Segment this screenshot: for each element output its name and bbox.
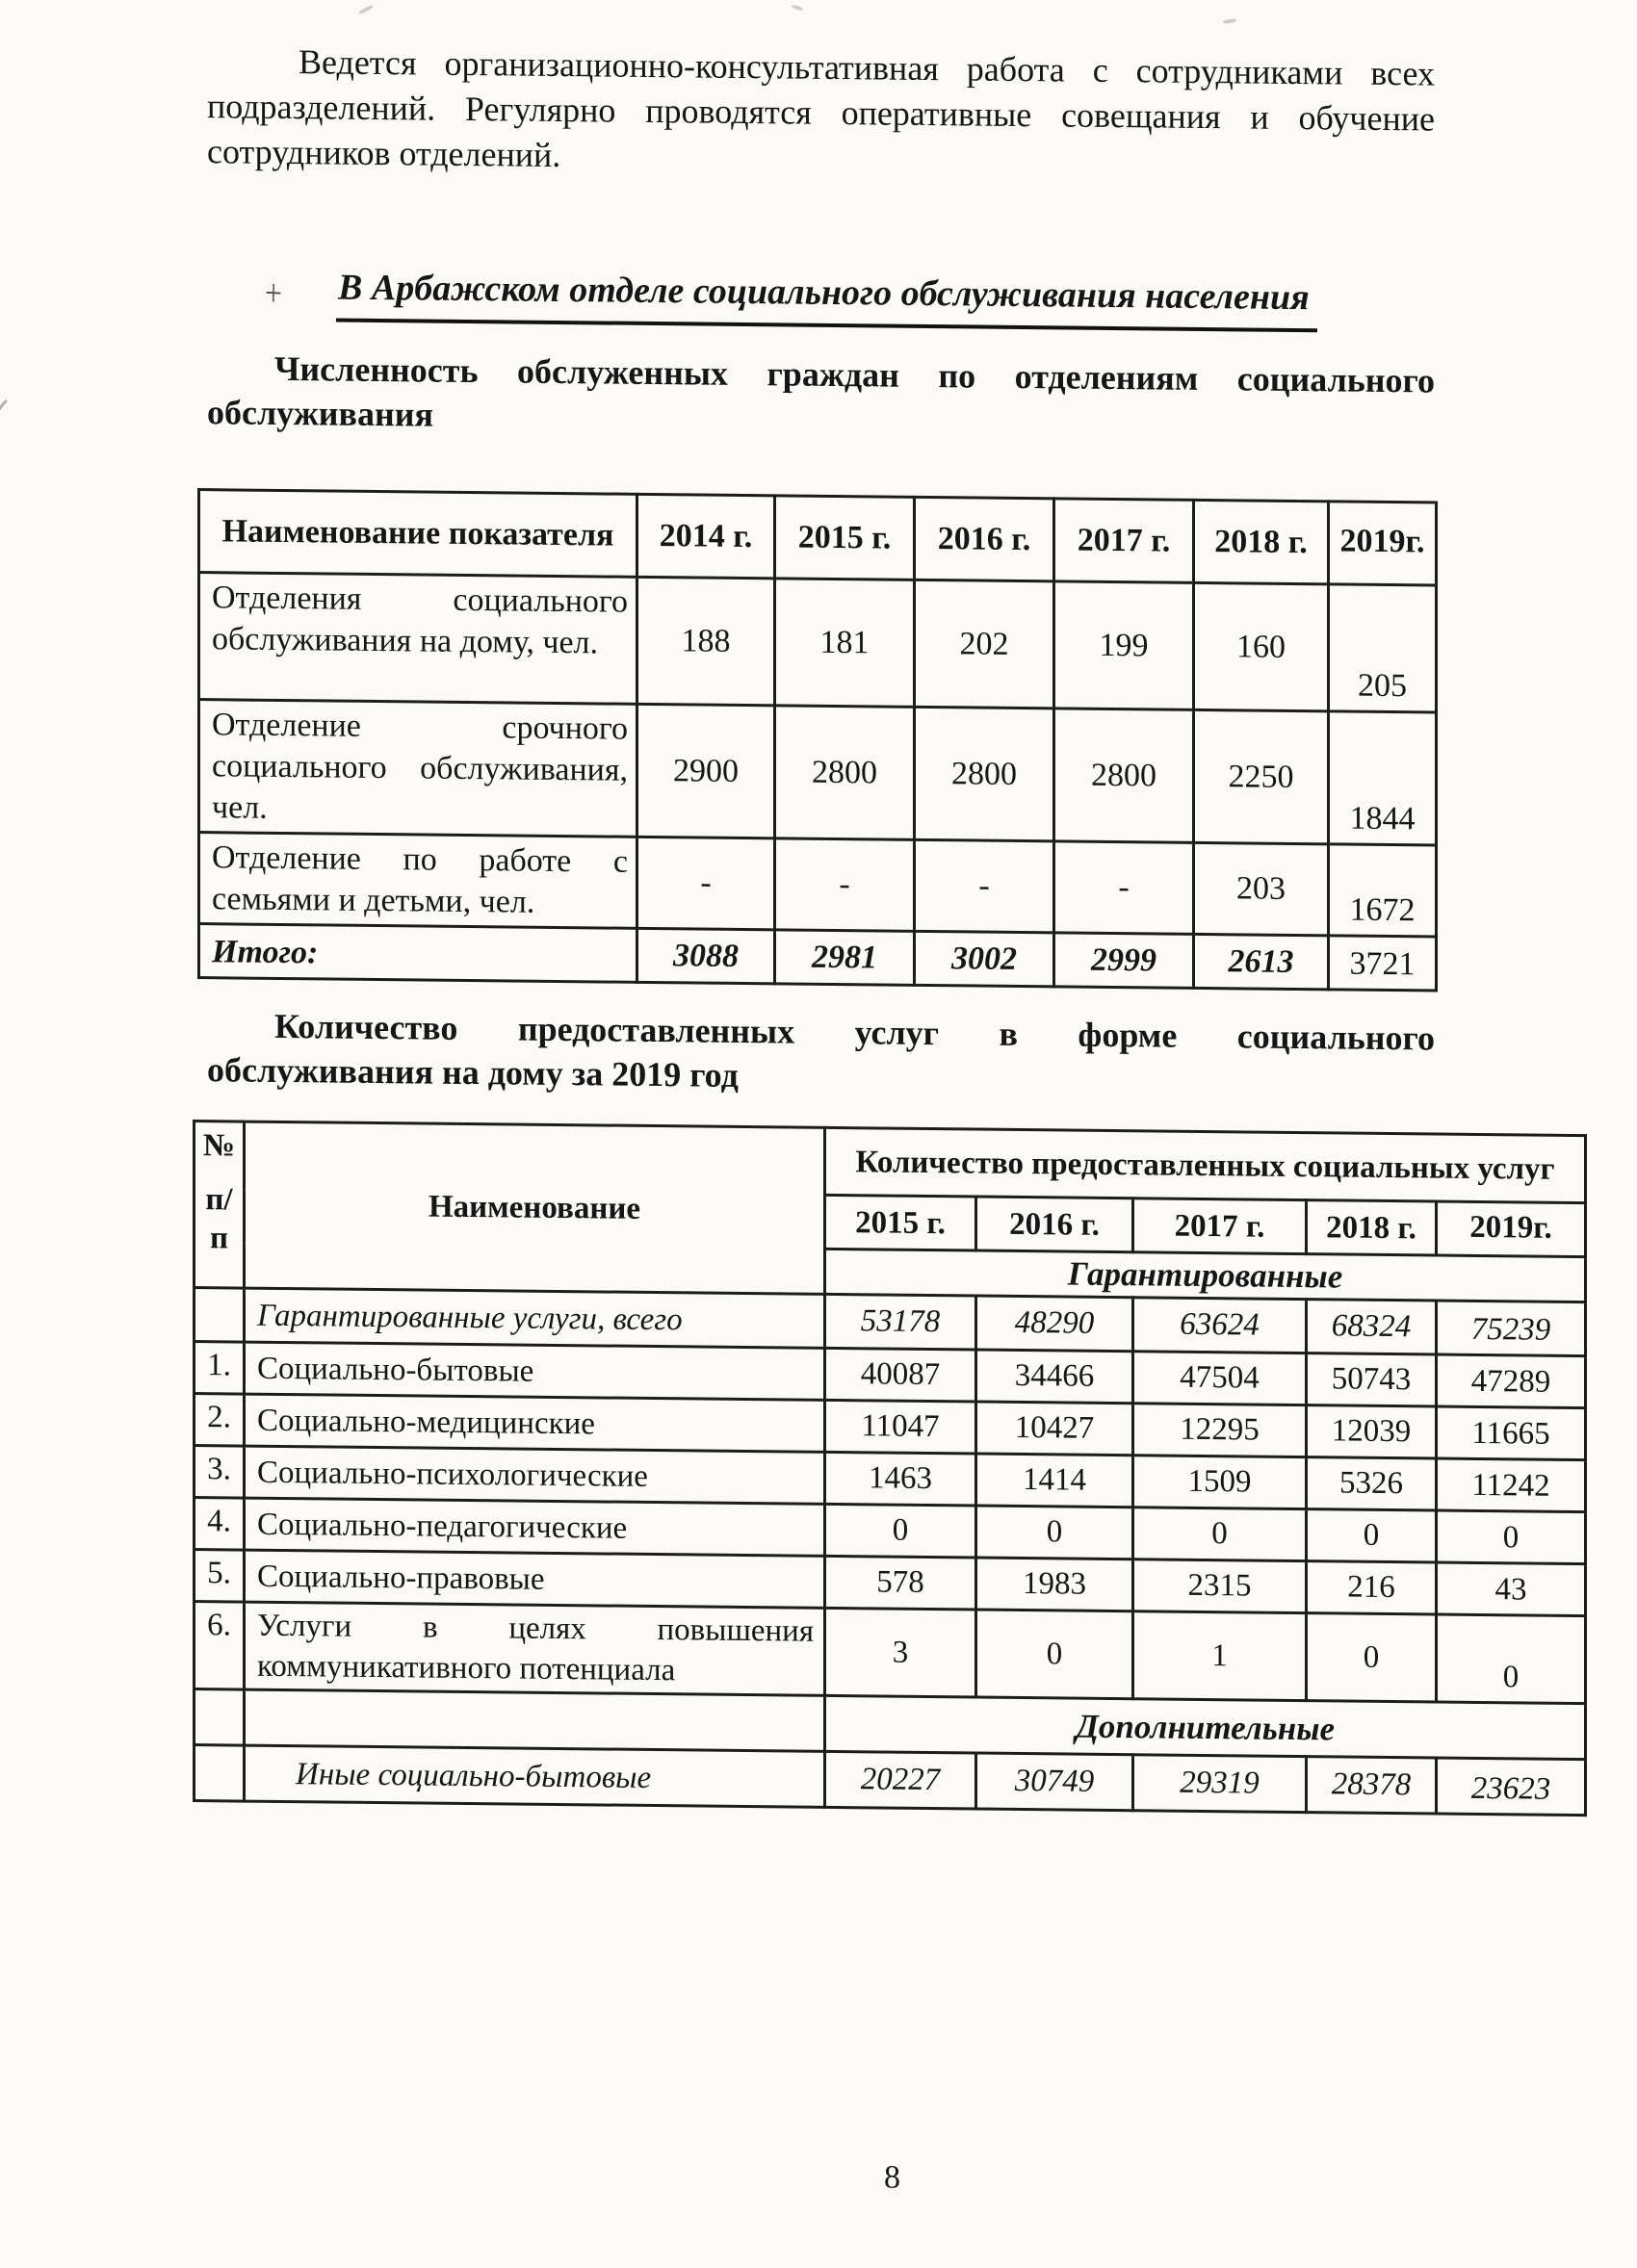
row-number (195, 1288, 245, 1343)
table2-title-line: Количество предоставленных услуг в форме социального (274, 1006, 1435, 1058)
cell-value: 2250 (1194, 709, 1329, 843)
cell-value: 3 (825, 1608, 976, 1697)
scan-mark-icon: + (264, 270, 283, 315)
row-number: 6. (195, 1602, 245, 1690)
cell-value: 0 (1437, 1614, 1586, 1704)
table-row (195, 1602, 1586, 1704)
intro-line: Ведется организационно-консультативная работа с сотрудниками всех (299, 42, 1435, 93)
cell-value: 75239 (1437, 1301, 1586, 1356)
table-row (199, 573, 1437, 712)
row-label: Иные социально-бытовые (245, 1745, 825, 1807)
cell-value: 40087 (825, 1348, 976, 1402)
table1-title (207, 346, 1435, 447)
cell-value: 1463 (825, 1452, 976, 1506)
cell-value: 181 (775, 579, 915, 708)
column-header: 2019г. (1329, 502, 1437, 585)
cell-value: 2900 (637, 704, 775, 838)
cell-value: 188 (637, 577, 775, 705)
cell-value: 34466 (976, 1350, 1133, 1404)
row-label: Отделение срочного социального обслуживания, чел. (199, 700, 637, 838)
section-heading-row (207, 265, 1637, 336)
cell-value: 29319 (1133, 1755, 1307, 1813)
cell-value: 1983 (976, 1558, 1133, 1611)
cell-value: 199 (1054, 581, 1194, 710)
cell-value: 0 (1437, 1510, 1586, 1564)
cell-value: 205 (1329, 584, 1437, 712)
clients-by-department-table (197, 488, 1438, 992)
row-label: Социально-психологические (245, 1446, 825, 1504)
cell-value: 0 (825, 1504, 976, 1558)
year-header: 2016 г. (976, 1197, 1133, 1252)
cell-value: 2315 (1133, 1559, 1307, 1613)
group-column-header: Количество предоставленных социальных услуг (825, 1127, 1586, 1202)
cell-value: 48290 (976, 1296, 1133, 1352)
table1-title-line: обслуживания (207, 393, 433, 434)
table-header-row (199, 490, 1437, 585)
row-number: 2. (195, 1394, 245, 1447)
row-label: Гарантированные услуги, всего (245, 1288, 825, 1348)
cell-value: 2800 (915, 707, 1054, 841)
table1-title-line: Численность обслуженных граждан по отделениям социального (274, 348, 1435, 400)
page-number: 8 (884, 2159, 900, 2196)
row-label: Социально-медицинские (245, 1394, 825, 1452)
cell-value: 11242 (1437, 1458, 1586, 1512)
intro-line: сотрудников отделений. (207, 132, 561, 175)
cell-value: 0 (976, 1506, 1133, 1559)
row-label: Итого: (199, 924, 637, 983)
row-label: Отделение по работе с семьями и детьми, чел. (199, 833, 637, 929)
column-header: 2015 г. (775, 496, 915, 580)
column-header: 2017 г. (1054, 499, 1194, 583)
cell-value: - (775, 838, 915, 932)
cell-value: 11665 (1437, 1406, 1586, 1460)
number-column-header (195, 1121, 245, 1289)
cell-value: 1414 (976, 1454, 1133, 1508)
cell-value: 28378 (1307, 1757, 1437, 1814)
cell-value: 2800 (775, 706, 915, 840)
cell-value: 3721 (1329, 936, 1437, 991)
name-column-header: Наименование (245, 1121, 825, 1294)
cell-value: 216 (1307, 1561, 1437, 1614)
cell-value: 47504 (1133, 1352, 1307, 1405)
cell-value: 12039 (1307, 1405, 1437, 1458)
cell-value: 2800 (1054, 709, 1194, 843)
row-number: 4. (195, 1498, 245, 1551)
cell-value: 50743 (1307, 1353, 1437, 1406)
cell-value: 2999 (1054, 933, 1194, 989)
column-header: 2018 г. (1194, 500, 1329, 583)
table2-title-line: обслуживания на дому за 2019 год (207, 1050, 739, 1095)
cell-value: 0 (1133, 1508, 1307, 1561)
year-header: 2017 г. (1133, 1198, 1307, 1254)
cell-value: 30749 (976, 1753, 1133, 1811)
services-count-table (193, 1120, 1587, 1817)
cell-value: 160 (1194, 582, 1329, 710)
table-header-row (195, 1121, 1586, 1203)
row-number: 1. (195, 1342, 245, 1395)
section-heading: В Арбажском отделе социального обслуживания населения (336, 267, 1317, 333)
row-label: Отделения социального обслуживания на дому, чел. (199, 573, 637, 705)
section-label: Дополнительные (825, 1695, 1586, 1759)
column-header: Наименование показателя (199, 490, 637, 578)
row-number (195, 1689, 245, 1746)
table-row (199, 833, 1437, 937)
cell-value: 1844 (1329, 711, 1437, 845)
cell-value: 578 (825, 1556, 976, 1610)
table-row (199, 700, 1437, 845)
cell-value: 2981 (775, 930, 915, 986)
row-number (195, 1745, 245, 1802)
column-header: 2016 г. (915, 497, 1054, 581)
year-header: 2018 г. (1307, 1200, 1437, 1255)
year-header: 2015 г. (825, 1195, 976, 1250)
row-label: Услуги в целях повышения коммуникативного потенциала (245, 1602, 825, 1695)
cell-value: 0 (1307, 1509, 1437, 1562)
intro-line: подразделений. Регулярно проводятся оперативные совещания и обучение (207, 87, 1435, 139)
row-number: 3. (195, 1446, 245, 1499)
cell-value: 202 (915, 580, 1054, 709)
cell-value: 2613 (1194, 934, 1329, 989)
cell-value: - (1054, 841, 1194, 935)
row-label: Социально-педагогические (245, 1498, 825, 1556)
row-label: Социально-правовые (245, 1550, 825, 1608)
cell-value: 63624 (1133, 1298, 1307, 1353)
cell-value: 0 (1307, 1613, 1437, 1702)
cell-value: 53178 (825, 1294, 976, 1350)
number-header-top: № (202, 1128, 236, 1164)
cell-value: 3088 (637, 928, 775, 983)
cell-value: 68324 (1307, 1300, 1437, 1354)
cell-value: 203 (1194, 842, 1329, 935)
cell-value: 43 (1437, 1562, 1586, 1616)
row-number: 5. (195, 1550, 245, 1603)
cell-value: - (637, 837, 775, 929)
cell-value: 11047 (825, 1400, 976, 1454)
cell-value: 47289 (1437, 1354, 1586, 1408)
cell-value: 1509 (1133, 1456, 1307, 1509)
column-header: 2014 г. (637, 494, 775, 578)
cell-value: 1 (1133, 1611, 1307, 1701)
number-header-bottom: п/п (205, 1182, 233, 1256)
cell-value: 3002 (915, 931, 1054, 987)
cell-value: - (915, 839, 1054, 933)
cell-value: 10427 (976, 1402, 1133, 1456)
table2-title (207, 1003, 1435, 1104)
cell-value: 1672 (1329, 844, 1437, 937)
section-label: Гарантированные (825, 1249, 1586, 1302)
row-label (245, 1689, 825, 1751)
cell-value: 5326 (1307, 1457, 1437, 1510)
year-header: 2019г. (1437, 1201, 1586, 1257)
cell-value: 23623 (1437, 1758, 1586, 1816)
cell-value: 20227 (825, 1751, 976, 1809)
row-label: Социально-бытовые (245, 1342, 825, 1400)
cell-value: 12295 (1133, 1404, 1307, 1457)
intro-paragraph (207, 0, 1435, 187)
cell-value: 0 (976, 1610, 1133, 1699)
